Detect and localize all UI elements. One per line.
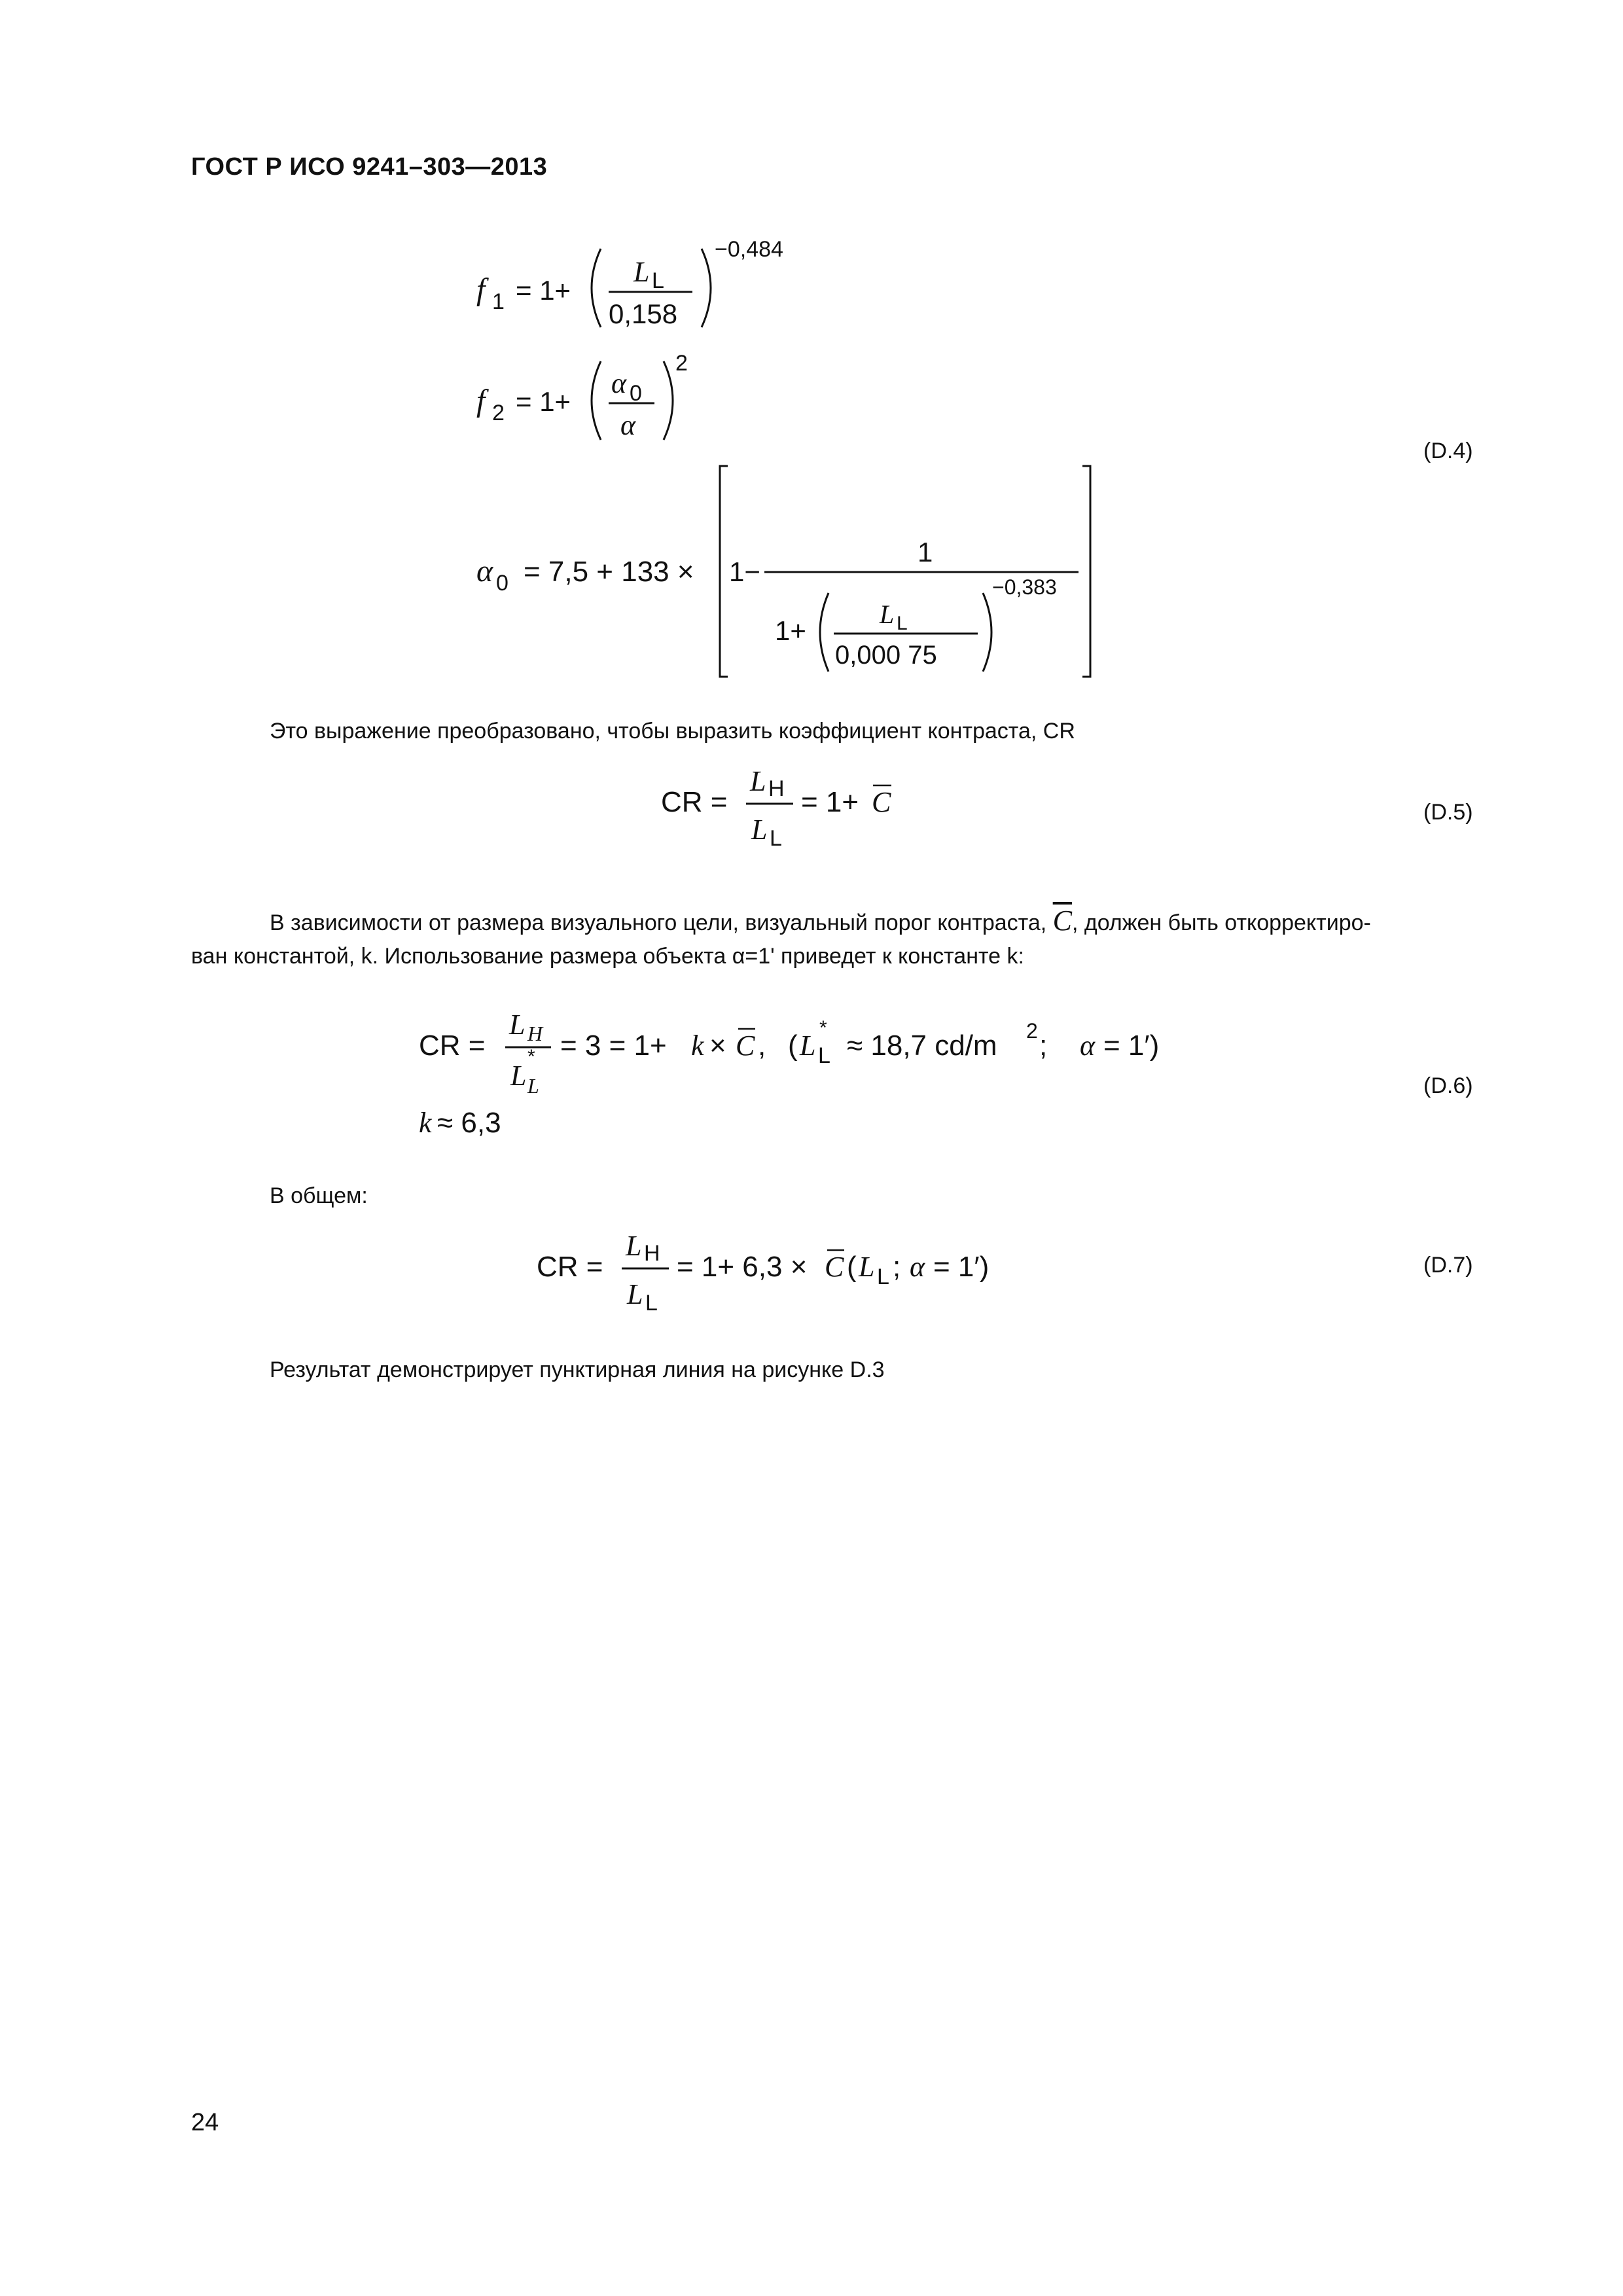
equation-number-d7: (D.7) (1423, 1253, 1473, 1278)
d5-den-symbol: L (751, 814, 768, 846)
f2-num-symbol: α (611, 367, 627, 399)
d6-cond-star: * (819, 1017, 827, 1039)
alpha0-rhs: = 7,5 + 133 × (524, 556, 694, 588)
alpha0-den-den: 0,000 75 (835, 641, 937, 670)
f1-exponent: −0,484 (715, 237, 783, 262)
paragraph-2-line-2: ван константой, k. Использование размера объекта α=1' приведет к константе k: (191, 944, 1024, 969)
d7-c: C (825, 1251, 844, 1283)
f2-rhs: = 1+ (516, 386, 571, 417)
alpha0-left-bracket (720, 466, 728, 677)
paragraph-2-tail: , должен быть откорректиро- (1072, 910, 1371, 935)
f1-subscript: 1 (492, 289, 505, 314)
f2-symbol: f (476, 384, 486, 418)
d6-cond-alpha: α (1080, 1030, 1096, 1062)
d6-cond-sep: ; (1039, 1030, 1048, 1062)
d5-num-symbol: L (750, 765, 766, 797)
d7-arg-sep: ; (893, 1251, 901, 1283)
alpha0-exponent: −0,383 (992, 575, 1057, 599)
equation-d5 (0, 759, 1623, 857)
alpha0-den-left-paren (820, 593, 829, 672)
d6-den-symbol: L (510, 1060, 527, 1092)
alpha0-subscript: 0 (496, 571, 508, 596)
f2-exponent: 2 (675, 351, 688, 376)
f1-rhs: = 1+ (516, 275, 571, 306)
d7-den-subscript: L (645, 1291, 658, 1316)
d6-comma: , (758, 1030, 766, 1062)
paragraph-2-line-1 (270, 903, 1371, 941)
d5-num-subscript: H (768, 776, 785, 801)
paragraph-4: Результат демонстрирует пунктирная линия на рисунке D.3 (270, 1357, 885, 1382)
equation-d6 (0, 1001, 1623, 1152)
d7-arg-l: L (859, 1251, 875, 1283)
d6-rhs: = 3 = 1+ (560, 1030, 667, 1062)
d6-num-subscript: H (527, 1022, 543, 1045)
paragraph-2-text: В зависимости от размера визуального цели, визуальный порог контраста, (270, 910, 1047, 935)
d6-cond-value: ≈ 18,7 cd/m (847, 1030, 997, 1062)
d7-arg-alpha: α (910, 1251, 925, 1283)
alpha0-den-num-symbol: L (880, 600, 895, 629)
d6-k-line-k: k (419, 1107, 432, 1139)
equation-number-d6: (D.6) (1423, 1073, 1473, 1098)
f2-right-paren (664, 361, 673, 440)
d6-k: k (691, 1030, 704, 1062)
contrast-threshold-symbol: $\overline{C}$ (1052, 905, 1073, 937)
d7-rhs: = 1+ 6,3 × (677, 1251, 808, 1283)
f1-num-subscript: L (652, 268, 664, 293)
d7-arg-close: = 1′) (933, 1251, 990, 1283)
d6-k-line-value: ≈ 6,3 (437, 1107, 501, 1139)
f2-denominator: α (620, 409, 636, 441)
d6-cond-alpha-value: = 1′) (1103, 1030, 1160, 1062)
alpha0-one-minus: 1− (729, 556, 760, 587)
document-header: ГОСТ Р ИСО 9241–303—2013 (191, 153, 548, 181)
d6-lhs: CR = (419, 1030, 486, 1062)
d7-lhs: CR = (537, 1251, 603, 1283)
paragraph-1: Это выражение преобразовано, чтобы выразить коэффициент контраста, CR (270, 719, 1075, 744)
f1-left-paren (592, 249, 601, 327)
d6-num-symbol: L (509, 1009, 526, 1041)
page-number: 24 (191, 2109, 219, 2136)
alpha0-den-prefix: 1+ (775, 615, 806, 646)
paragraph-3: В общем: (270, 1183, 368, 1208)
f1-symbol: f (476, 272, 486, 307)
d5-den-subscript: L (770, 826, 782, 851)
d7-num-symbol: L (626, 1230, 642, 1262)
alpha0-den-right-paren (983, 593, 991, 672)
alpha0-den-num-subscript: L (897, 613, 908, 634)
equation-d4 (0, 0, 1623, 720)
alpha0-right-bracket (1082, 466, 1090, 677)
equation-number-d4: (D.4) (1423, 439, 1473, 463)
d5-rhs: = 1+ (801, 786, 859, 818)
f1-denominator: 0,158 (609, 298, 678, 329)
f2-num-subscript: 0 (630, 381, 642, 406)
d6-cond-l: L (800, 1030, 816, 1062)
d6-cond-open: ( (788, 1030, 798, 1062)
alpha0-symbol: α (476, 554, 493, 588)
d6-c: C (736, 1030, 755, 1062)
d7-den-symbol: L (627, 1278, 643, 1310)
d7-num-subscript: H (644, 1241, 660, 1266)
f2-subscript: 2 (492, 401, 505, 425)
f1-num-symbol: L (633, 256, 650, 288)
d7-arg-open: ( (847, 1251, 857, 1283)
equation-f1 (476, 237, 783, 329)
d6-cond-sup: 2 (1026, 1019, 1038, 1043)
f2-left-paren (592, 361, 601, 440)
d5-lhs: CR = (661, 786, 728, 818)
equation-number-d5: (D.5) (1423, 800, 1473, 825)
f1-right-paren (702, 249, 711, 327)
equation-alpha0 (476, 466, 1090, 677)
d7-arg-l-subscript: L (877, 1265, 889, 1289)
d6-den-subscript: L (527, 1074, 539, 1098)
equation-d7 (0, 1224, 1623, 1322)
d5-c-symbol: C (872, 786, 891, 818)
d6-cond-l-subscript: L (818, 1043, 830, 1068)
d6-den-star: * (527, 1046, 535, 1067)
equation-f2 (476, 351, 688, 441)
d6-times: × (709, 1030, 726, 1062)
alpha0-numerator: 1 (918, 537, 933, 567)
